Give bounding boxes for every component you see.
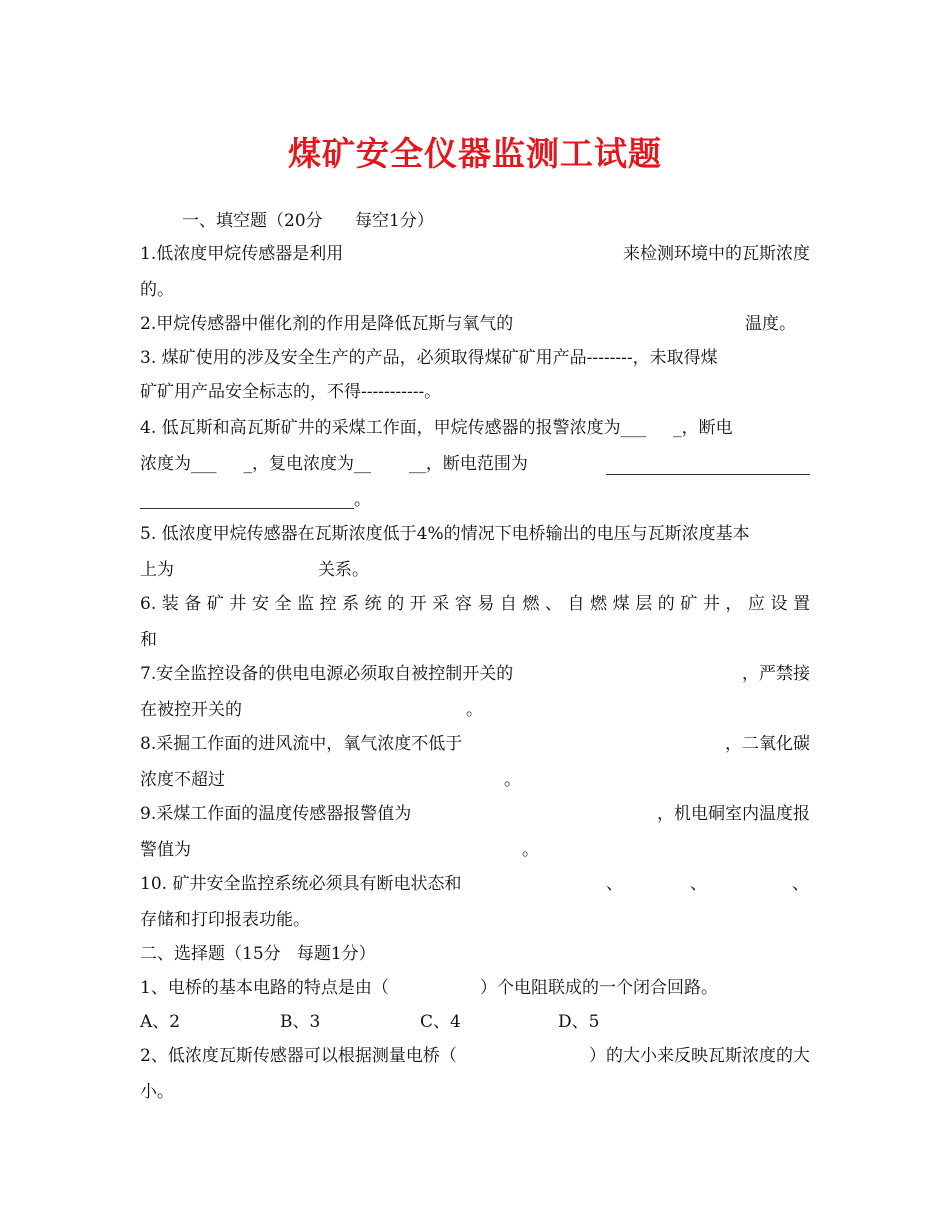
choice-option-a: A、2	[140, 1012, 181, 1032]
section-heading-multiple-choice: 二、选择题（15分 每题1分）	[140, 944, 376, 964]
choice-option-b: B、3	[280, 1012, 321, 1032]
question-1-text: 1.低浓度甲烷传感器是利用	[140, 244, 344, 264]
question-9-text: 9.采煤工作面的温度传感器报警值为	[140, 804, 412, 824]
question-9-end: 。	[522, 840, 539, 860]
question-6-continuation: 和	[140, 630, 157, 650]
question-5-end: 关系。	[318, 560, 369, 580]
question-5-continuation: 上为	[140, 560, 174, 580]
question-4-text: 4. 低瓦斯和高瓦斯矿井的采煤工作面，甲烷传感器的报警浓度为___ _，断电	[140, 418, 733, 438]
question-8-end: 。	[504, 770, 521, 790]
separator-mark: 、	[792, 874, 809, 894]
answer-blank	[140, 508, 354, 509]
choice-question-2-end: ）的大小来反映瓦斯浓度的大	[589, 1046, 810, 1066]
question-2-text-end: 温度。	[745, 314, 796, 334]
question-4-end: 。	[354, 490, 371, 510]
choice-question-2-text: 2、低浓度瓦斯传感器可以根据测量电桥（	[140, 1046, 457, 1066]
choice-option-d: D、5	[558, 1012, 600, 1032]
question-3-text: 3. 煤矿使用的涉及安全生产的产品，必须取得煤矿矿用产品--------，未取得煤	[140, 348, 718, 368]
question-10-continuation: 存储和打印报表功能。	[140, 910, 310, 930]
question-1-text-end: 来检测环境中的瓦斯浓度	[623, 244, 810, 264]
question-7-continuation: 在被控开关的	[140, 700, 242, 720]
question-3-continuation: 矿矿用产品安全标志的，不得-----------。	[140, 382, 442, 402]
choice-question-1-text: 1、电桥的基本电路的特点是由（	[140, 978, 389, 998]
question-7-text-end: ，严禁接	[742, 664, 810, 684]
question-7-end: 。	[466, 700, 483, 720]
question-8-continuation: 浓度不超过	[140, 770, 225, 790]
question-2-text: 2.甲烷传感器中催化剂的作用是降低瓦斯与氧气的	[140, 314, 514, 334]
question-10-text: 10. 矿井安全监控系统必须具有断电状态和	[140, 874, 462, 894]
choice-option-c: C、4	[420, 1012, 461, 1032]
separator-mark: 、	[690, 874, 707, 894]
question-9-continuation: 警值为	[140, 840, 191, 860]
separator-mark: 、	[606, 874, 623, 894]
question-7-text: 7.安全监控设备的供电电源必须取自被控制开关的	[140, 664, 514, 684]
question-8-text-end: ，二氧化碳	[725, 734, 810, 754]
question-4-continuation: 浓度为___ _，复电浓度为__ __，断电范围为	[140, 454, 528, 474]
choice-question-1-end: ）个电阻联成的一个闭合回路。	[480, 978, 718, 998]
question-6-text: 6.装备矿井安全监控系统的开采容易自燃、自燃煤层的矿井，应设置	[140, 594, 810, 614]
choice-question-2-continuation: 小。	[140, 1082, 174, 1102]
question-1-continuation: 的。	[140, 280, 174, 300]
question-5-text: 5. 低浓度甲烷传感器在瓦斯浓度低于4%的情况下电桥输出的电压与瓦斯浓度基本	[140, 524, 750, 544]
answer-blank	[606, 474, 810, 475]
question-9-text-end: ，机电硐室内温度报	[657, 804, 810, 824]
section-heading-fill-blank: 一、填空题（20分 每空1分）	[182, 211, 434, 231]
page-title: 煤矿安全仪器监测工试题	[288, 134, 662, 173]
question-8-text: 8.采掘工作面的进风流中，氧气浓度不低于	[140, 734, 463, 754]
